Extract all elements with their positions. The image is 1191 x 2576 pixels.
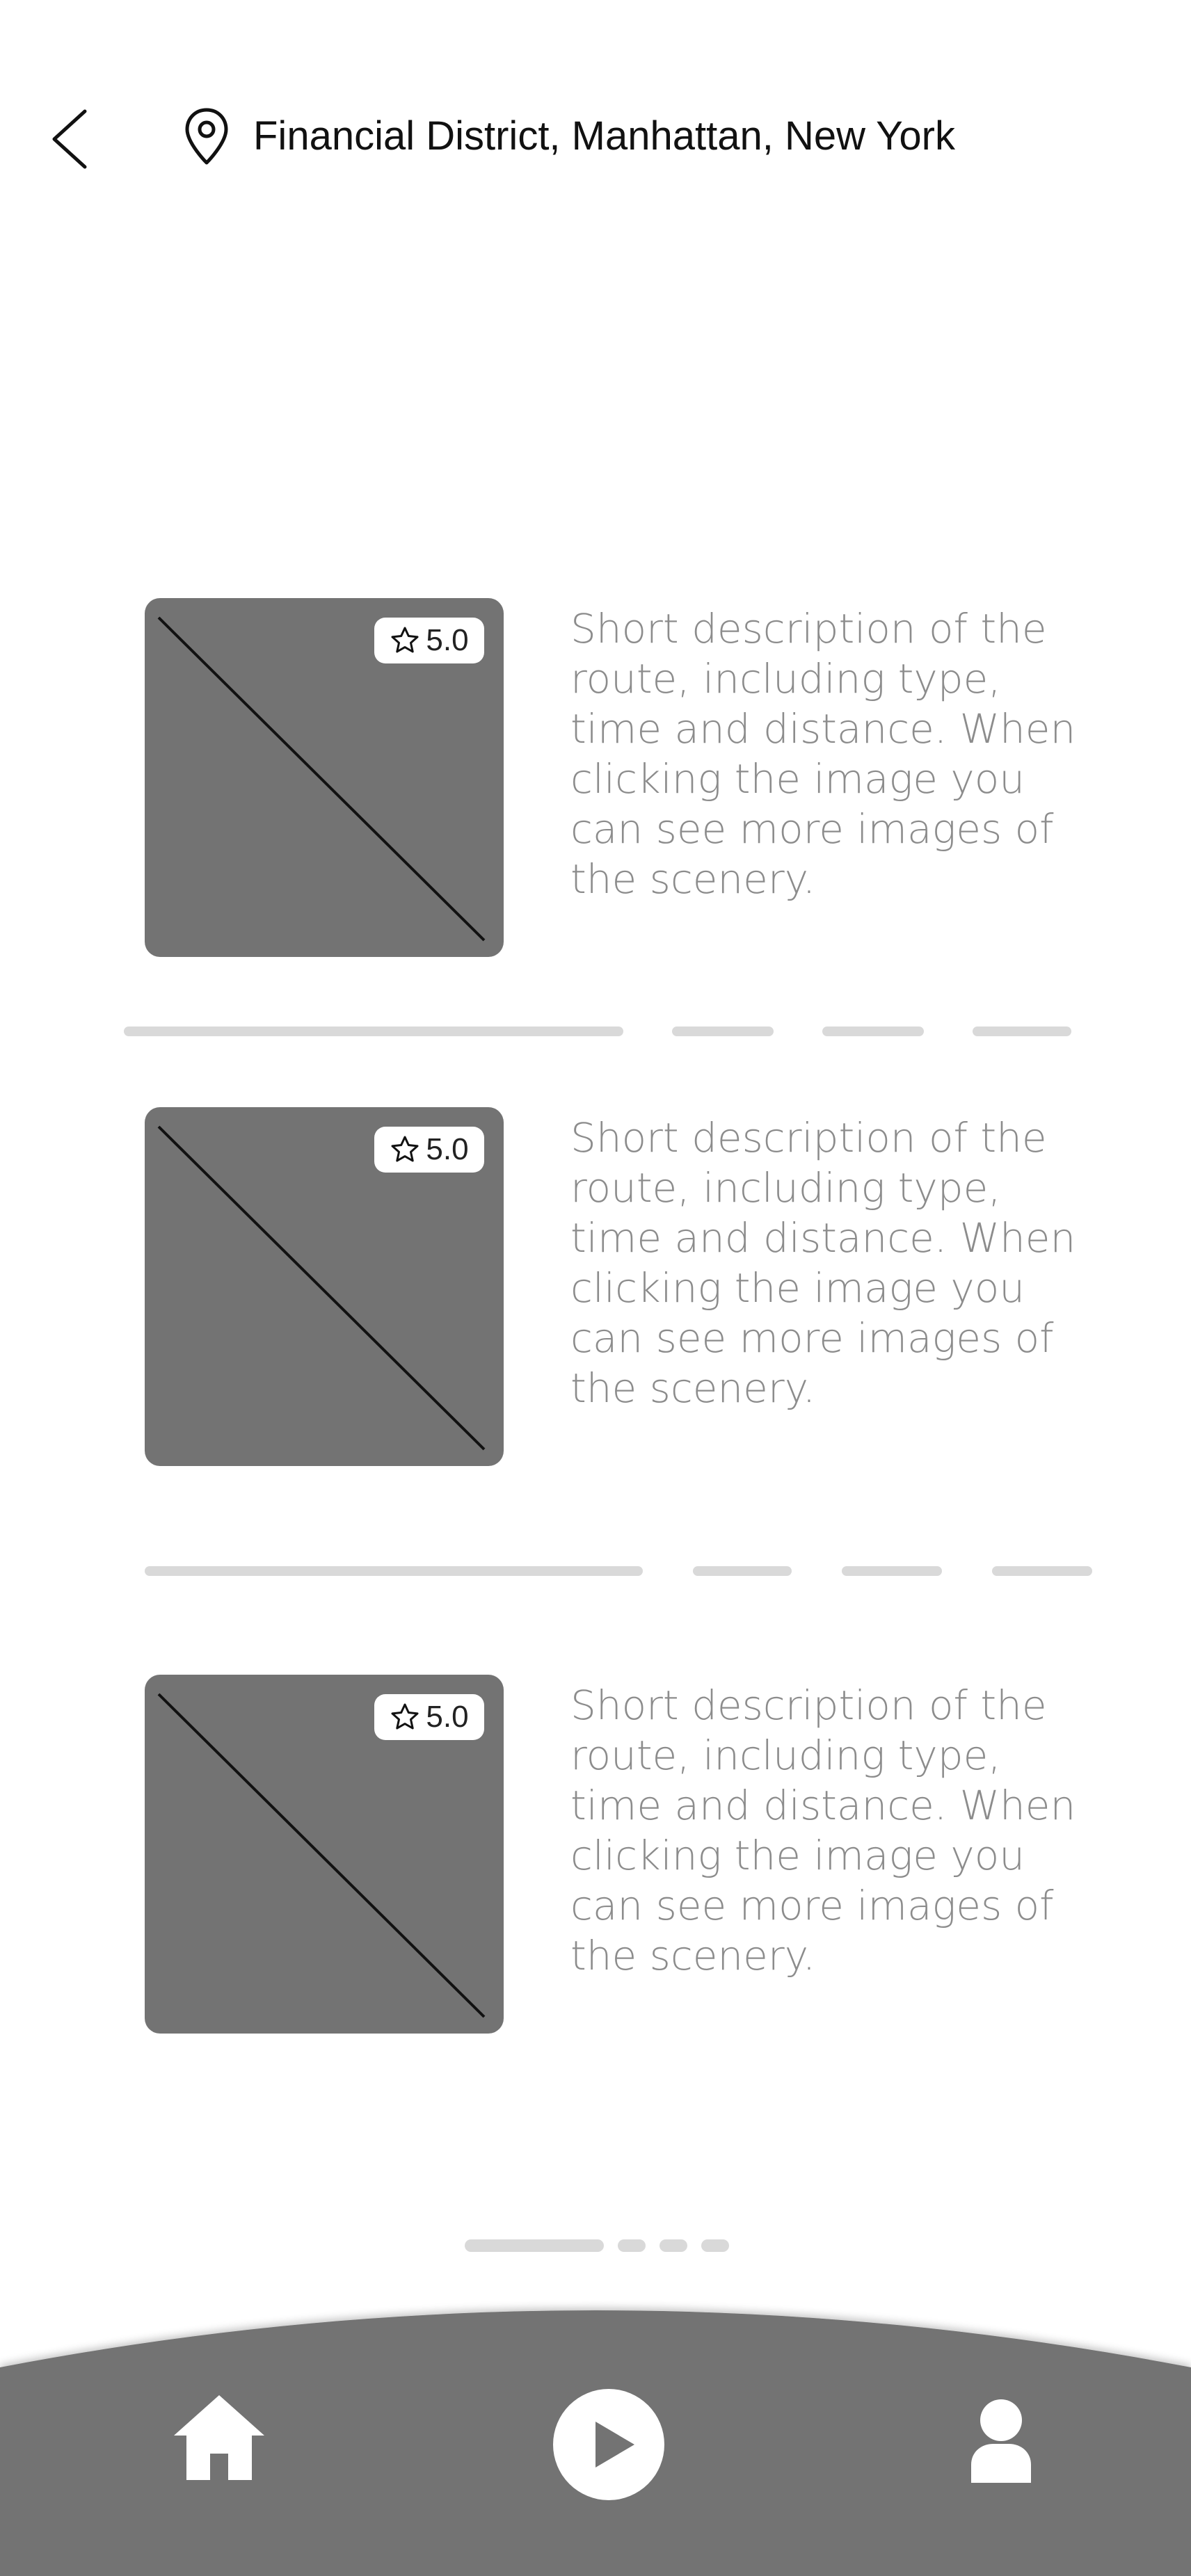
map-pin-icon: [182, 106, 231, 168]
play-icon[interactable]: [552, 2388, 665, 2501]
route-description: Short description of the route, including type, time and distance. When clicking the image you can see more images of the scenery.: [570, 605, 1076, 903]
location-label: Financial District, Manhattan, New York: [253, 113, 955, 159]
page-indicator-dot[interactable]: [660, 2239, 687, 2252]
page-indicator-dot[interactable]: [701, 2239, 729, 2252]
route-card: [0, 598, 1191, 960]
rating-badge: [374, 618, 484, 663]
route-image[interactable]: [145, 1675, 504, 2034]
header: [0, 0, 1191, 209]
route-description: Short description of the route, including type, time and distance. When clicking the image you can see more images of the scenery.: [570, 1682, 1076, 1979]
route-image[interactable]: [145, 598, 504, 957]
back-button[interactable]: [42, 97, 104, 181]
user-icon[interactable]: [970, 2398, 1032, 2483]
divider: [145, 1566, 1092, 1576]
star-outline-icon: [390, 625, 420, 656]
rating-value: 5.0: [426, 1700, 469, 1734]
rating-badge: [374, 1127, 484, 1173]
page-indicator-dot[interactable]: [618, 2239, 646, 2252]
page-indicator-active: [465, 2239, 604, 2252]
home-icon[interactable]: [171, 2392, 267, 2483]
divider: [124, 1027, 1071, 1036]
page-indicator: [0, 2239, 1191, 2253]
route-description: Short description of the route, including type, time and distance. When clicking the image you can see more images of the scenery.: [570, 1114, 1076, 1412]
star-outline-icon: [390, 1702, 420, 1732]
rating-badge: [374, 1694, 484, 1740]
route-card: [0, 1107, 1191, 1469]
star-outline-icon: [390, 1134, 420, 1165]
rating-value: 5.0: [426, 1132, 469, 1166]
route-image[interactable]: [145, 1107, 504, 1466]
route-card: [0, 1675, 1191, 2036]
chevron-left-icon: [42, 97, 104, 181]
rating-value: 5.0: [426, 623, 469, 657]
bottom-nav: [0, 2295, 1191, 2576]
